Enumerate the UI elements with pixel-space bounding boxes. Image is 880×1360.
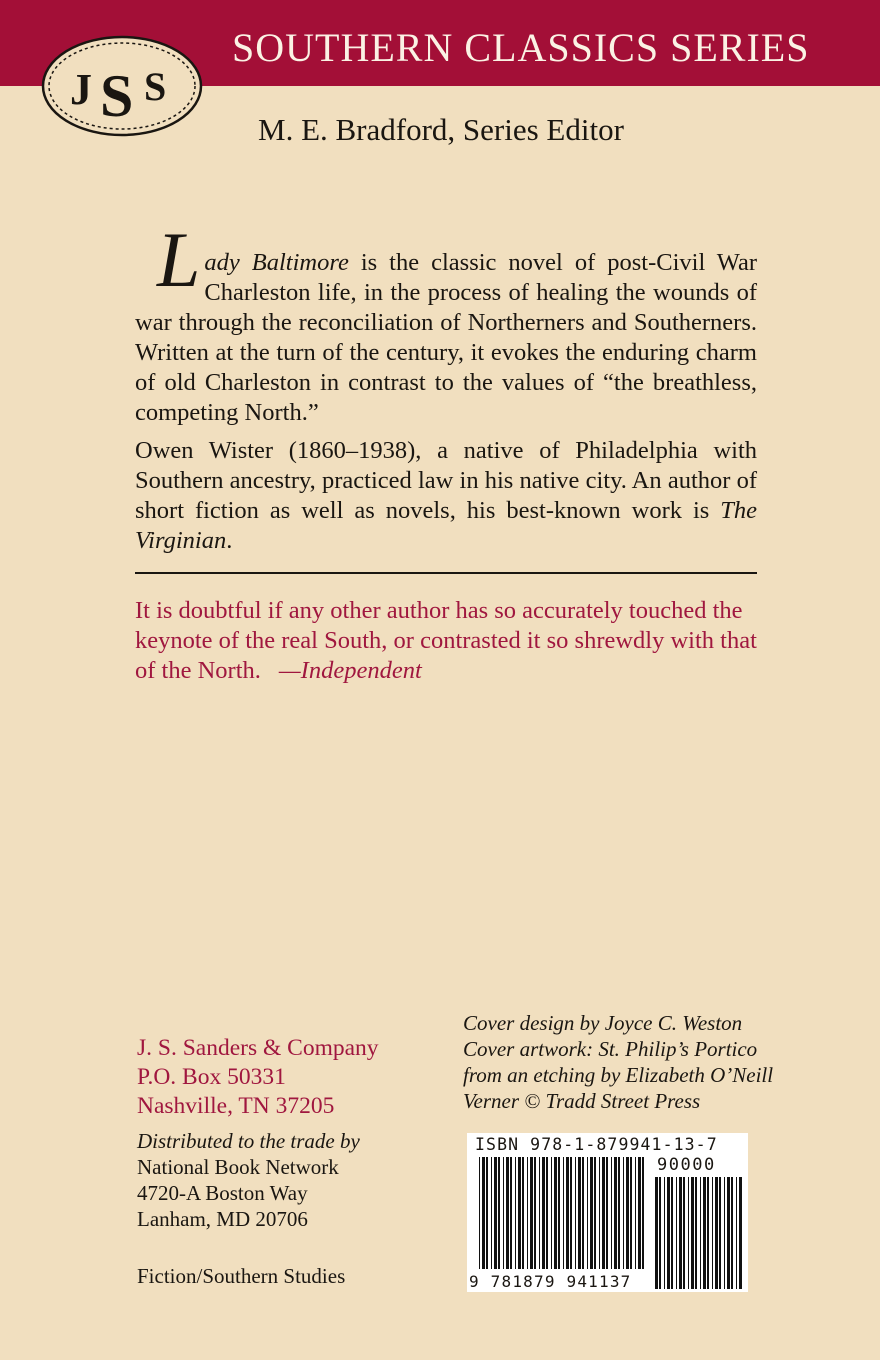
barcode-bar [676,1177,677,1289]
barcode-bar [602,1157,605,1269]
barcode-bar [510,1157,512,1269]
barcode-bar [719,1177,721,1289]
barcode-bar [482,1157,485,1269]
barcode-bar [539,1157,540,1269]
barcode-bar [515,1157,516,1269]
barcode-bar [554,1157,557,1269]
barcode-bar [503,1157,504,1269]
book-title-rest: ady Baltimore [204,249,349,276]
barcode-bar [626,1157,629,1269]
barcode-bar [671,1177,673,1289]
barcode-bar [707,1177,709,1289]
barcode-bar [623,1157,624,1269]
barcode-bar [655,1177,658,1289]
price-addon: 90000 [657,1155,716,1175]
ean-number: 9 781879 941137 [469,1272,632,1291]
barcode-bar [542,1157,545,1269]
barcode-bar [506,1157,509,1269]
barcode-bar [582,1157,584,1269]
barcode-bar [486,1157,488,1269]
barcode-bar [594,1157,596,1269]
logo-letter-s-large: S [100,63,134,129]
barcode-bar [731,1177,733,1289]
barcode-bar [575,1157,576,1269]
logo-letter-j: J [70,65,92,114]
barcode-bar [558,1157,560,1269]
barcode-bar [578,1157,581,1269]
quote-text: It is doubtful if any other author has so accurately touched the keynote of the real South, or contrasted it so shrewdly with that of the North. [135,597,757,684]
drop-cap: L [157,216,201,303]
barcode-bar [606,1157,608,1269]
credit-line: Verner © Tradd Street Press [463,1089,701,1113]
barcode-bar [739,1177,742,1289]
barcode-bar [630,1157,632,1269]
barcode-bar [691,1177,694,1289]
barcode-bar [659,1177,661,1289]
distributor-name: National Book Network [137,1155,339,1179]
barcode-bar [664,1177,665,1289]
barcode-bar [546,1157,548,1269]
barcode-bar [703,1177,706,1289]
publisher-city: Nashville, TN 37205 [137,1093,335,1119]
barcode-bar [590,1157,593,1269]
review-quote [135,596,765,686]
distributor-heading: Distributed to the trade by [137,1129,360,1153]
barcode-bar [712,1177,713,1289]
author-bio-end: . [226,527,233,554]
publisher-po-box: P.O. Box 50331 [137,1064,286,1090]
barcode-bar [551,1157,552,1269]
logo-letter-s-small: S [144,64,167,109]
cover-credits [463,1010,773,1114]
author-bio-paragraph [135,436,757,556]
genre-label: Fiction/Southern Studies [137,1264,346,1288]
isbn-number: ISBN 978-1-879941-13-7 [475,1135,718,1154]
barcode-bar [563,1157,564,1269]
barcode-bar [715,1177,718,1289]
barcode-bar [599,1157,600,1269]
distributor-street: 4720-A Boston Way [137,1181,308,1205]
isbn-barcode [467,1133,748,1292]
barcode-bar [534,1157,536,1269]
barcode-bar [667,1177,670,1289]
distributor-city: Lanham, MD 20706 [137,1207,308,1231]
barcode-bar [635,1157,636,1269]
barcode-bar [736,1177,737,1289]
barcode-bar [498,1157,500,1269]
barcode-bar [491,1157,492,1269]
description-paragraph [135,216,757,428]
barcode-bar [679,1177,682,1289]
best-known-work: The Virginian [135,497,757,554]
barcode-bar [688,1177,689,1289]
barcode-bar [727,1177,730,1289]
divider-rule [135,572,757,574]
distributor-block [137,1128,360,1232]
barcode-bar [518,1157,521,1269]
jss-logo [40,30,204,140]
publisher-name: J. S. Sanders & Company [137,1035,379,1061]
description-text: is the classic novel of post-Civil War Charleston life, in the process of healing the wounds of war through the reconciliation of Northerners and Southerners. Written at the turn of the century, it evokes the enduring charm of old Charleston in contrast to the values of “the breathless, competing North.” [135,249,757,426]
barcode-bar [530,1157,533,1269]
credit-line: Cover design by Joyce C. Weston [463,1011,743,1035]
credit-line: Cover artwork: St. Philip’s Portico [463,1037,758,1061]
series-title: SOUTHERN CLASSICS SERIES [232,25,810,70]
barcode-bar [479,1157,480,1269]
barcode-bar [522,1157,524,1269]
barcode-bar [527,1157,528,1269]
barcode-bar [638,1157,641,1269]
barcode-bar [618,1157,620,1269]
barcode-bar [566,1157,569,1269]
barcode-bar [724,1177,725,1289]
publisher-address [137,1034,379,1121]
barcode-bar [695,1177,697,1289]
barcode-bar [683,1177,685,1289]
barcode-bar [611,1157,612,1269]
credit-line: from an etching by Elizabeth O’Neill [463,1063,774,1087]
barcode-bar [494,1157,497,1269]
barcode-bar [614,1157,617,1269]
barcode-bar [642,1157,644,1269]
barcode-bar [700,1177,701,1289]
series-editor: M. E. Bradford, Series Editor [258,112,624,147]
barcode-bar [570,1157,572,1269]
quote-source: —Independent [278,657,422,684]
barcode-bar [587,1157,588,1269]
author-bio-text: Owen Wister (1860–1938), a native of Philadelphia with Southern ancestry, practiced law in his native city. An author of short fiction as well as novels, his best-known work is [135,437,757,524]
